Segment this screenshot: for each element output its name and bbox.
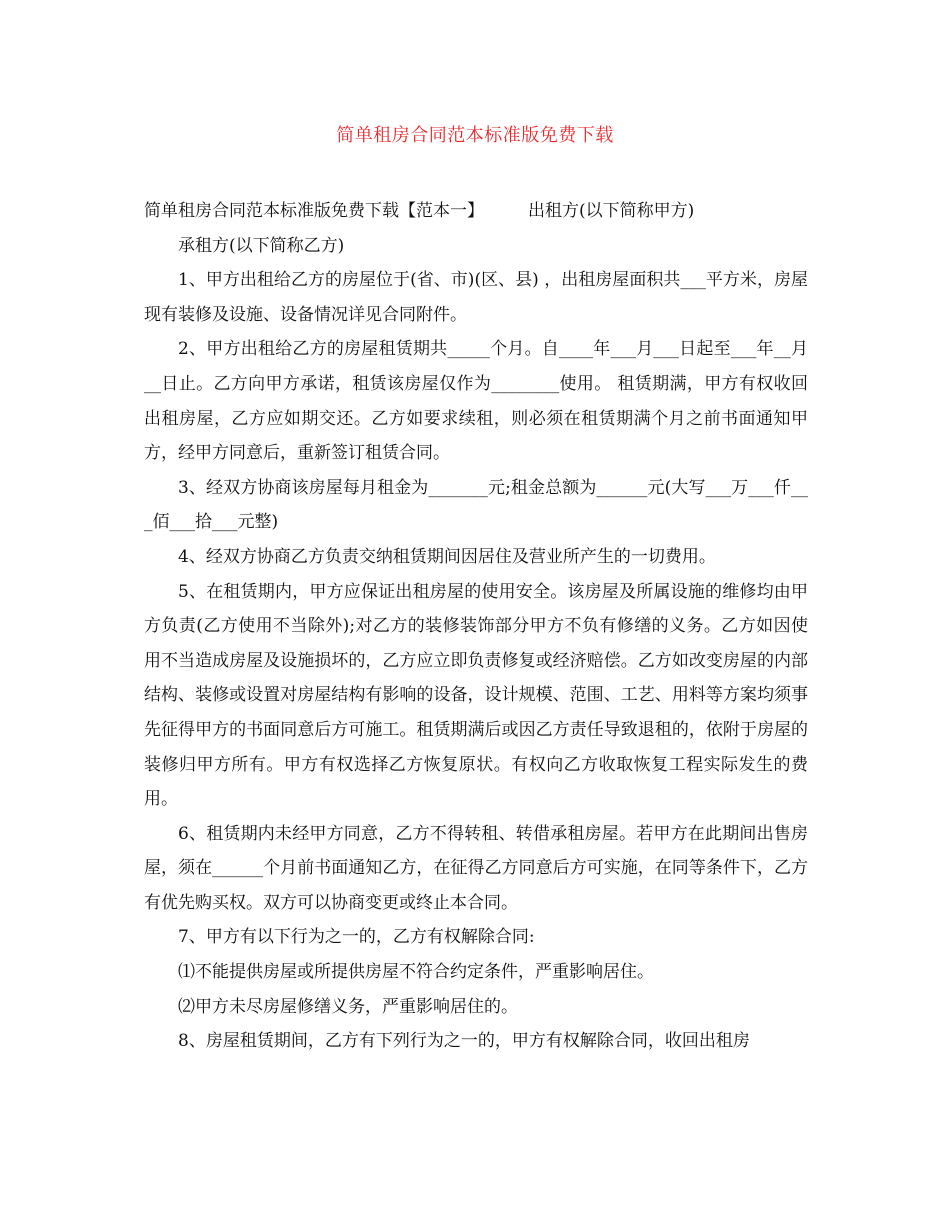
lessee-label: 承租方(以下简称乙方): [178, 235, 345, 256]
clause-2: 2、甲方出租给乙方的房屋租赁期共_____个月。自____年___月___日起至___年__月__日止。乙方向甲方承诺，租赁该房屋仅作为________使用。 租赁期满，甲方有权收回出租房屋，乙方应如期交还。乙方如要求续租，则必须在租赁期满个月之前书面通知甲方，经甲方同意后，重新签订租赁合同。: [144, 339, 808, 464]
clause-1: 1、甲方出租给乙方的房屋位于(省、市)(区、县) ，出租房屋面积共___平方米，房屋现有装修及设施、设备情况详见合同附件。: [144, 270, 808, 325]
intro-line: [144, 194, 808, 229]
clause-5: 5、在租赁期内，甲方应保证出租房屋的使用安全。该房屋及所属设施的维修均由甲方负责(乙方使用不当除外);对乙方的装修装饰部分甲方不负有修缮的义务。乙方如因使用不当造成房屋及设施损坏的，乙方应立即负责修复或经济赔偿。乙方如改变房屋的内部结构、装修或设置对房屋结构有影响的设备，设计规模、范围、工艺、用料等方案均须事先征得甲方的书面同意后方可施工。租赁期满后或因乙方责任导致退租的，依附于房屋的装修归甲方所有。甲方有权选择乙方恢复原状。有权向乙方收取恢复工程实际发生的费用。: [144, 581, 808, 810]
clause-8: 8、房屋租赁期间，乙方有下列行为之一的，甲方有权解除合同，收回出租房: [178, 1031, 750, 1052]
clause-7: 7、甲方有以下行为之一的，乙方有权解除合同:: [178, 927, 535, 948]
clause-6: 6、租赁期内未经甲方同意，乙方不得转租、转借承租房屋。若甲方在此期间出售房屋，须在______个月前书面通知乙方，在征得乙方同意后方可实施，在同等条件下，乙方有优先购买权。双方可以协商变更或终止本合同。: [144, 823, 808, 913]
document-title: 简单租房合同范本标准版免费下载: [336, 125, 614, 146]
clause-7-item-1: ⑴不能提供房屋或所提供房屋不符合约定条件，严重影响居住。: [178, 962, 654, 983]
document-body: [144, 194, 808, 1059]
clause-4: 4、经双方协商乙方负责交纳租赁期间因居住及营业所产生的一切费用。: [178, 546, 716, 567]
intro-heading: 简单租房合同范本标准版免费下载【范本一】: [144, 201, 484, 221]
clause-7-item-2: ⑵甲方未尽房屋修缮义务，严重影响居住的。: [178, 996, 518, 1017]
lessor-label: 出租方(以下简称甲方): [528, 201, 695, 221]
clause-3: 3、经双方协商该房屋每月租金为_______元;租金总额为______元(大写___万___仟___佰___拾___元整): [144, 477, 808, 533]
